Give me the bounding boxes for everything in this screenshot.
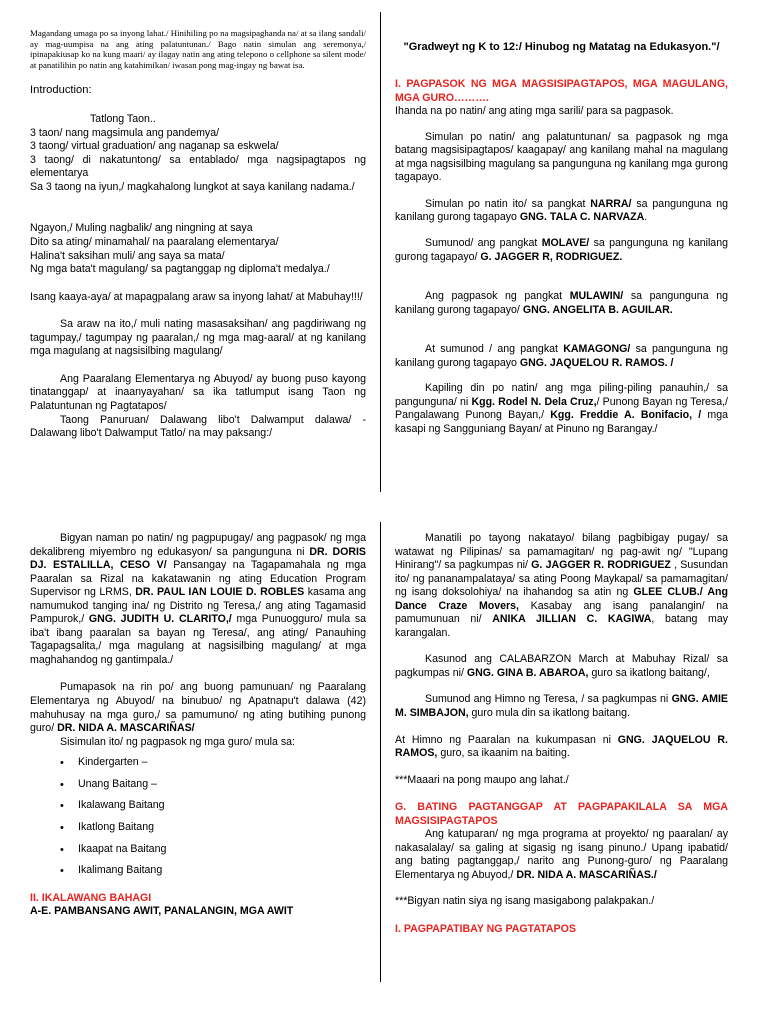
bullet-icon: •: [60, 821, 64, 834]
paragraph-narra: Simulan po natin ito/ sa pangkat NARRA/ sa pangunguna ng kanilang gurong tagapayo GNG. TALA C. NARVAZA.: [395, 197, 728, 224]
bullet-icon: •: [60, 778, 64, 791]
list-item: • Ikalimang Baitang: [60, 864, 163, 878]
paragraph-bigyan: Bigyan naman po natin/ ng pagpupugay/ ang pagpasok/ ng mga dekalibreng miyembro ng edukasyon/ sa pangunguna ni DR. DORIS DJ. ESTALILLA, CESO V/ Pansangay na Tagapamahala ng mga Paaralan sa Rizal na kakatawanin ng ating Education Program Supervisor ng LRMS, DR. PAUL IAN LOUIE D. ROBLES kasama ang namumukod tanging ina/ ng Distrito ng Teresa,/ ang ating Tagamasid Pampurok,/ GNG. JUDITH U. CLARITO,/ mga Punuogguro/ mula sa iba't ibang paaralan sa bayan ng Teresa/, ang ating/ Panauhing Tagapagsalita,/ mga magulang at nagsisilbing magulang/ at mga maghahandog ng gantimpala./: [30, 532, 367, 666]
poem-stanza-1: [30, 127, 366, 195]
column-divider-bottom: [380, 522, 381, 982]
poem-line: Ng mga bata't magulang/ sa pagtanggap ng diploma't medalya./: [30, 263, 330, 276]
bullet-icon: •: [60, 865, 64, 878]
poem-line: Dito sa ating/ minamahal/ na paaralang elementarya/: [30, 236, 279, 249]
list-item: • Ikatlong Baitang: [60, 820, 154, 834]
grade-level-list: [30, 756, 366, 886]
paragraph-himno-paaralan: At Himno ng Paaralan na kukumpasan ni GNG. JAQUELOU R. RAMOS, guro, sa ikaanim na baiting.: [395, 733, 728, 760]
poem-line: Ngayon,/ Muling nagbalik/ ang ningning at saya: [30, 222, 253, 235]
bottom-left-column: [30, 532, 366, 919]
paragraph-pagdiriwang: Sa araw na ito,/ muli nating masasaksihan/ ang pagdiriwang ng tagumpay,/ tagumpay ng paaralan,/ ng mga mag-aaral/ at ng kanilang mga magulang at nagsisilbing magulang/: [30, 318, 366, 358]
top-right-column: [395, 40, 728, 436]
section-heading-ae: A-E. PAMBANSANG AWIT, PANALANGIN, MGA AWIT: [30, 905, 294, 918]
section-heading-i-pagpapatibay: I. PAGPAPATIBAY NG PAGTATAPOS: [395, 923, 576, 936]
list-item: • Ikaapat na Baitang: [60, 842, 167, 856]
palakpakan-note: ***Bigyan natin siya ng isang masigabong palakpakan./: [395, 895, 655, 908]
paragraph-pumapasok: Pumapasok na rin po/ ang buong pamunuan/ ng Paaralang Elementarya ng Abuyod/ na binubuo/ ng Apatnapu't dalawa (42) mahuhusay na mga guro,/ sa pamumuno/ ng ating butihing punong guro/ DR. NIDA A. MASCARIÑAS/: [30, 681, 366, 735]
paragraph-paaralan: Ang Paaralang Elementarya ng Abuyod/ ay buong puso kayong tinatanggap/ at inaanyayahan/ sa ika tatlumput isang Taon ng Palatuntunan ng Pagtatapos/: [30, 372, 366, 412]
list-item: • Unang Baitang –: [60, 777, 157, 791]
opening-announcement: Magandang umaga po sa inyong lahat./ Hinihiling po na magsipaghanda na/ at sa ilang sandali/ ay mag-uumpisa na ang ating palatuntunan./ Bago natin simulan ang seremonya,/ ipinapakiusap ko na kung maari/ ay ilagay natin ang ating telepono o cellphone sa silent mode/ at panatilihin po natin ang katahimikan/ iwasan pong mag-ingay ng bawat isa.: [30, 28, 366, 71]
poem-line: 3 taong/ di nakatuntong/ sa entablado/ mga nagsipagtapos ng elementarya: [30, 153, 366, 180]
theme-title: "Gradweyt ng K to 12:/ Hinubog ng Matatag na Edukasyon."/: [403, 41, 720, 53]
paragraph-kapiling: Kapiling din po natin/ ang mga piling-piling panauhin,/ sa pangunguna/ ni Kgg. Rodel N. Dela Cruz,/ Punong Bayan ng Teresa,/ Pangalawang Punong Bayan,/ Kgg. Freddie A. Bonifacio, / mga kasapi ng Sangguniang Bayan/ at Pinuno ng Barangay./: [395, 382, 728, 435]
paragraph-molave: Sumunod/ ang pangkat MOLAVE/ sa pangunguna ng kanilang gurong tagapayo/ G. JAGGER R, RODRIGUEZ.: [395, 237, 728, 263]
paragraph-himno-teresa: Sumunod ang Himno ng Teresa, / sa pagkumpas ni GNG. AMIE M. SIMBAJON, guro mula din sa ikatlong baitang.: [395, 693, 728, 720]
poem-title: Tatlong Taon..: [90, 113, 156, 126]
poem-line: 3 taong/ virtual graduation/ ang naganap sa eskwela/: [30, 140, 279, 153]
paragraph-taong-panuruan: Taong Panuruan/ Dalawang libo't Dalwamput dalawa/ - Dalawang libo't Dalwamput Tatlo/ na may paksang:/: [30, 413, 366, 440]
paragraph-manatili: Manatili po tayong nakatayo/ bilang pagbibigay pugay/ sa watawat ng Pilipinas/ sa pamamagitan/ ng pag-awit ng/ "Lupang Hinirang"/ sa pagkumpas ni/ G. JAGGER R. RODRIGUEZ , Susundan ito/ ng pananampalataya/ sa ating Poong Maykapal/ sa pamamagitan/ ng isang doksolohiya/ na ihahandog sa atin ng GLEE CLUB./ Ang Dance Craze Movers, Kasabay ang isang panalangin/ na pamumunuan ni/ ANIKA JILLIAN C. KAGIWA, batang may karangalan.: [395, 532, 729, 639]
introduction-label: Introduction:: [30, 83, 92, 96]
poem-line: Sa 3 taong na iyun,/ magkahalong lungkot at saya kanilang nadama./: [30, 180, 355, 193]
bullet-icon: •: [60, 757, 64, 770]
column-divider-top: [380, 12, 381, 492]
poem-stanza-2: [30, 222, 366, 276]
bullet-icon: •: [60, 843, 64, 856]
greeting: Isang kaaya-aya/ at mapagpalang araw sa inyong lahat/ at Mabuhay!!!/: [30, 290, 363, 303]
top-left-column: [30, 28, 366, 441]
list-item: • Ikalawang Baitang: [60, 799, 165, 813]
maupo-note: ***Maaari na pong maupo ang lahat./: [395, 773, 569, 786]
bullet-icon: •: [60, 800, 64, 813]
section-heading-i: I. PAGPASOK NG MGA MAGSISIPAGTAPOS, MGA MAGULANG, MGA GURO……….: [395, 78, 728, 104]
paragraph-katuparan: Ang katuparan/ ng mga programa at proyekto/ ng paaralan/ ay nakasalalay/ sa galing at sigasig ng isang pinuno./ Upang ipabatid/ ang bating pagtanggap,/ narito ang Punong-guro/ ng Paaralang Elementarya ng Abuyod,/ DR. NIDA A. MASCARIÑAS./: [395, 828, 728, 881]
sisimulan-line: Sisimulan ito/ ng pagpasok ng mga guro/ mula sa:: [60, 735, 295, 748]
list-item: • Kindergarten –: [60, 756, 148, 770]
section-heading-g: G. BATING PAGTANGGAP AT PAGPAPAKILALA SA MGA MAGSISIPAGTAPOS: [395, 801, 728, 827]
paragraph-mulawin: Ang pagpasok ng pangkat MULAWIN/ sa pangunguna ng kanilang gurong tagapayo/ GNG. ANGELITA B. AGUILAR.: [395, 290, 728, 316]
paragraph-kasunod: Kasunod ang CALABARZON March at Mabuhay Rizal/ sa pagkumpas ni/ GNG. GINA B. ABAROA, guro sa ikatlong baitang/,: [395, 653, 728, 679]
paragraph-simulan: Simulan po natin/ ang palatuntunan/ sa pagpasok ng mga batang magsisipagtapos/ kaagapay/ ang kanilang mahal na magulang at mga nagsisilbing magulang sa pangunguna ng kanilang mga gurong tagapayo.: [395, 130, 728, 184]
ihanda-line: Ihanda na po natin/ ang ating mga sarili/ para sa pagpasok.: [395, 105, 674, 118]
paragraph-kamagong: At sumunod / ang pangkat KAMAGONG/ sa pangunguna ng kanilang gurong tagapayo GNG. JAQUELOU R. RAMOS. /: [395, 343, 728, 369]
section-heading-ii: II. IKALAWANG BAHAGI: [30, 891, 152, 904]
poem-line: Halina't saksihan muli/ ang saya sa mata/: [30, 249, 225, 262]
poem-line: 3 taon/ nang magsimula ang pandemya/: [30, 126, 220, 139]
bottom-right-column: [395, 532, 728, 937]
